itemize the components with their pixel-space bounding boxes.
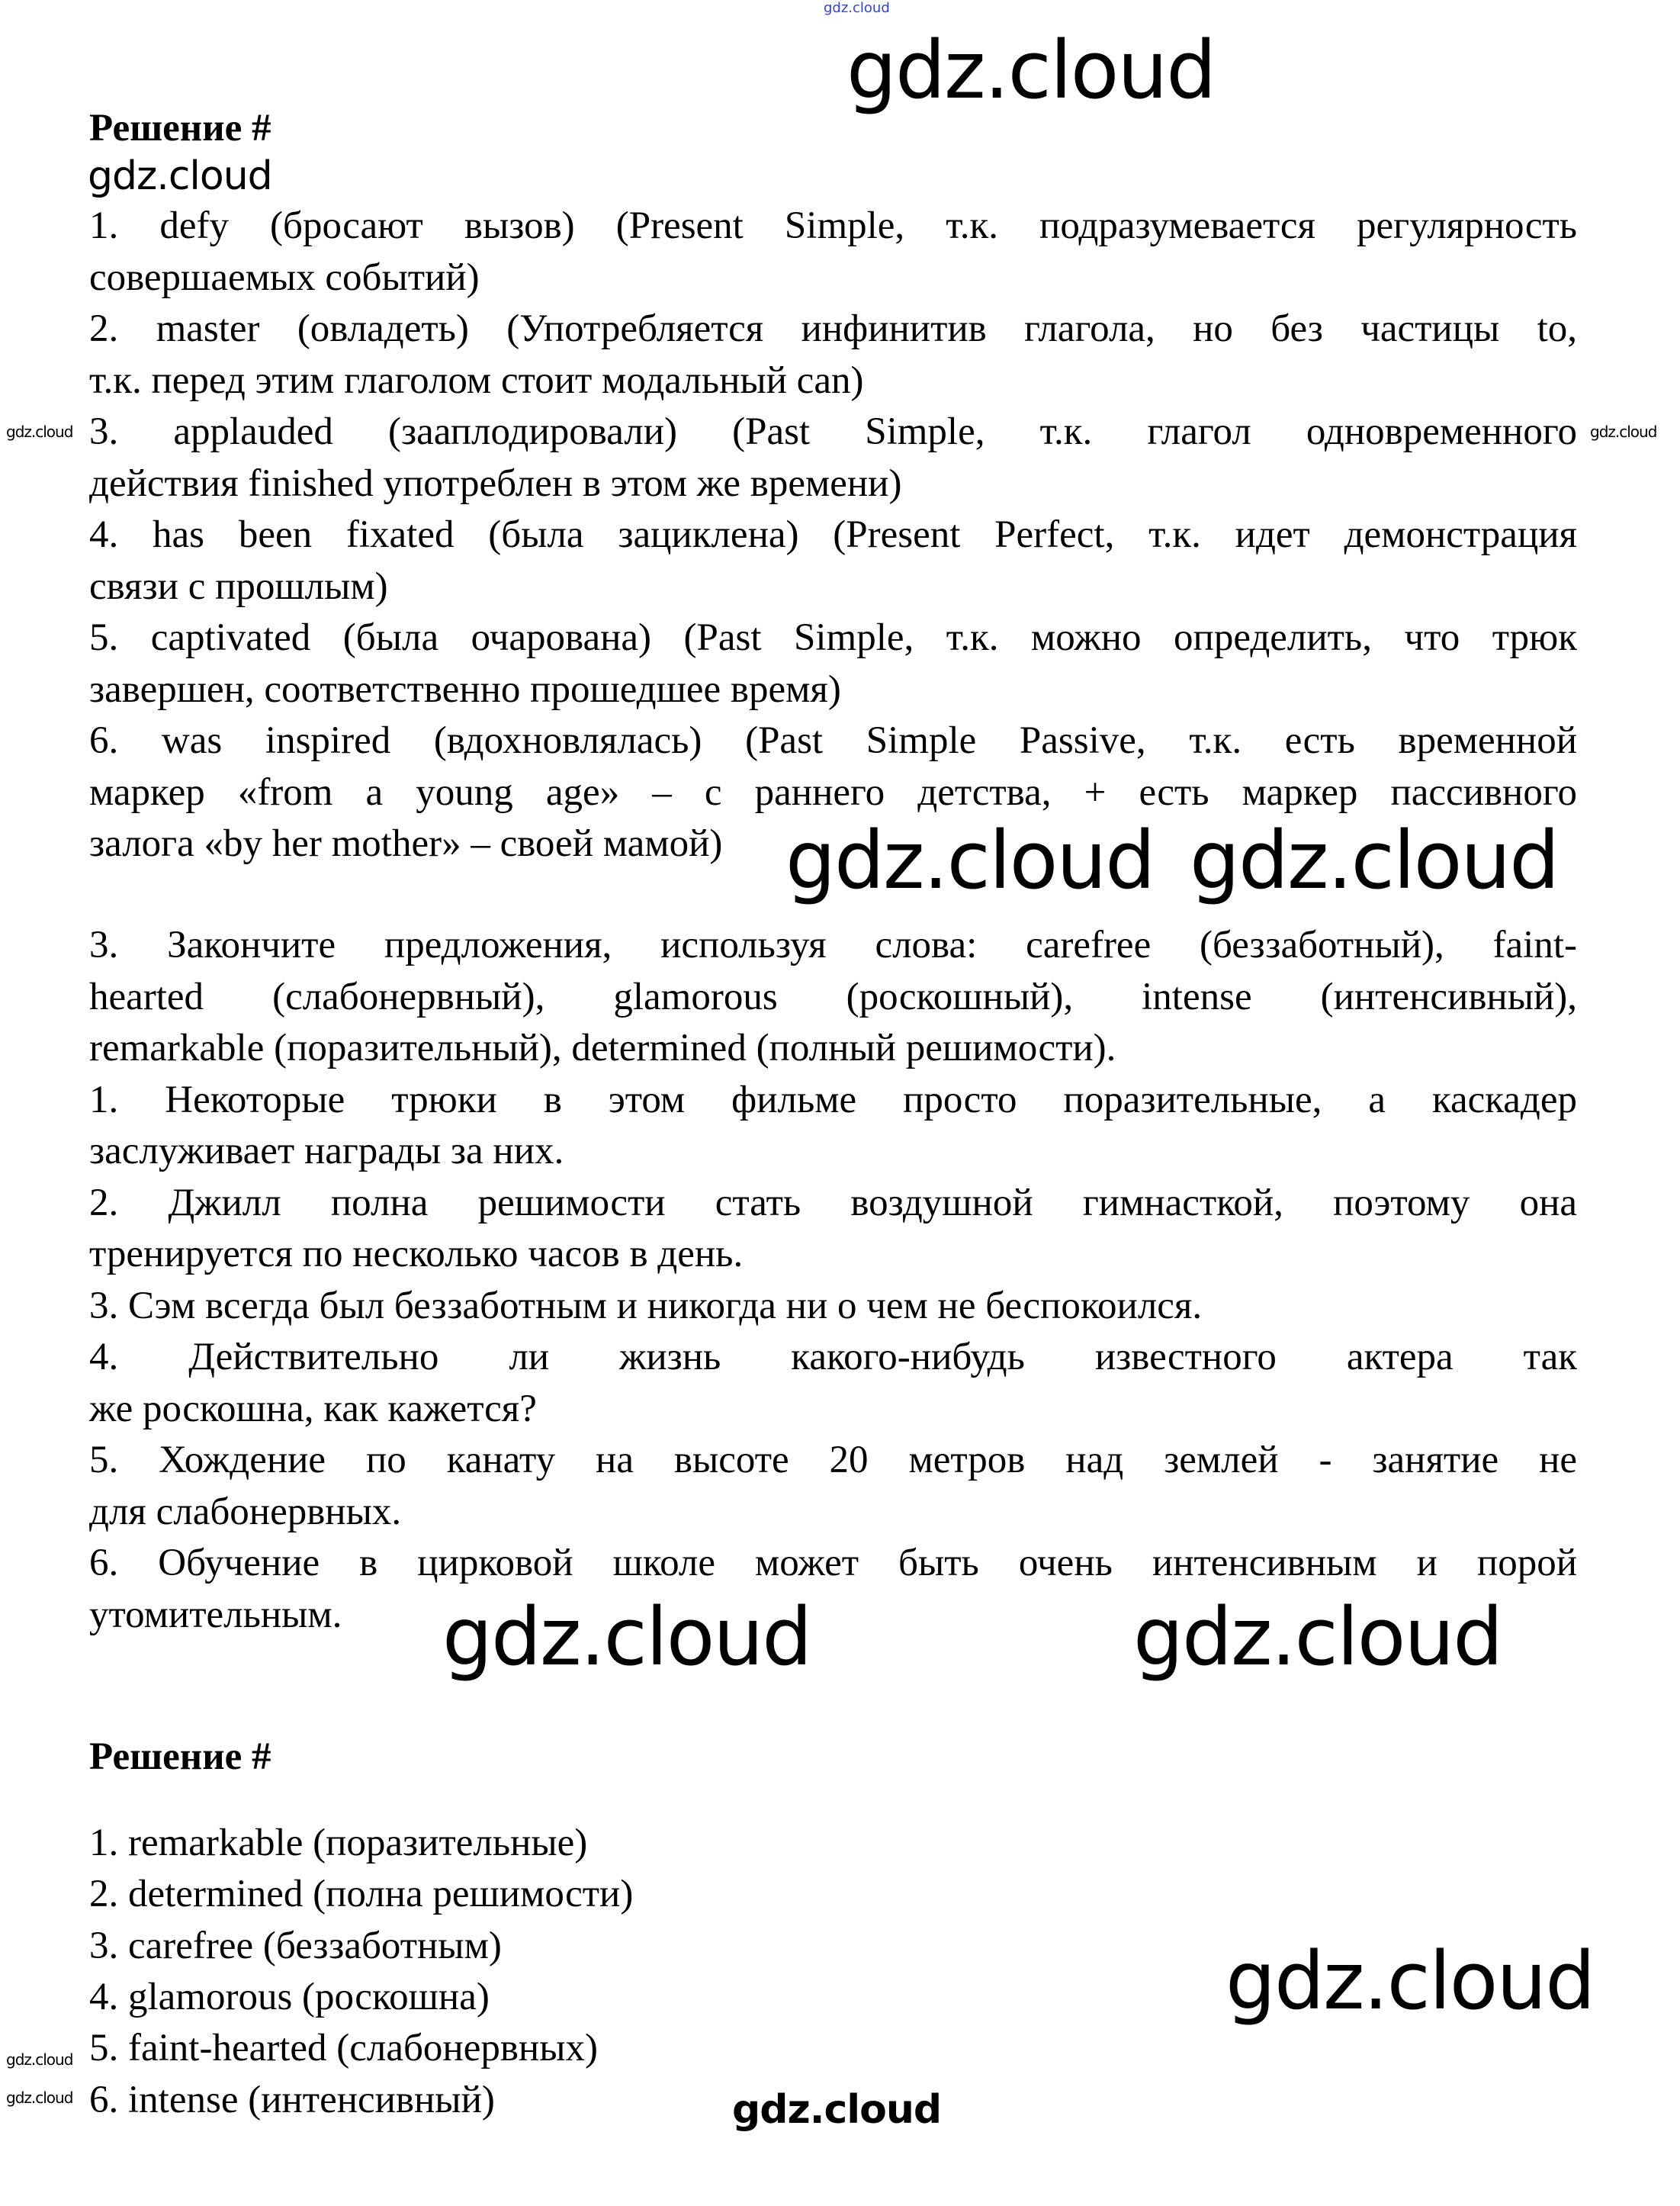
- text-line: же роскошна, как кажется?: [89, 1387, 537, 1430]
- watermark: gdz.cloud: [846, 24, 1216, 117]
- text-line: 6. Обучение в цирковой школе может быть очень интенсивным и порой: [89, 1542, 1577, 1584]
- text-line: 4. has been fixated (была зациклена) (Present Perfect, т.к. идет демонстрация: [89, 513, 1577, 556]
- section1-sub: gdz.cloud: [88, 153, 272, 199]
- text-line: 5. Хождение по канату на высоте 20 метров над землей - занятие не: [89, 1439, 1577, 1481]
- text-line: залога «by her mother» – своей мамой): [89, 822, 723, 865]
- text-line: завершен, соответственно прошедшее время): [89, 667, 841, 711]
- text-line: для слабонервных.: [89, 1490, 402, 1533]
- text-line: remarkable (поразительный), determined (полный решимости).: [89, 1027, 1116, 1069]
- watermark: gdz.cloud: [732, 2087, 942, 2133]
- text-line: 1. remarkable (поразительные): [89, 1822, 588, 1864]
- text-line: 2. master (овладеть) (Употребляется инфинитив глагола, но без частицы to,: [89, 307, 1577, 350]
- text-line: утомительным.: [89, 1593, 342, 1636]
- text-line: 6. intense (интенсивный): [89, 2078, 495, 2121]
- text-line: 4. glamorous (роскошна): [89, 1975, 490, 2018]
- section3-heading: Решение #: [89, 1735, 271, 1778]
- watermark: gdz.cloud: [6, 423, 73, 441]
- watermark: gdz.cloud: [1133, 1590, 1502, 1683]
- text-line: 3. applauded (зааплодировали) (Past Simple, т.к. глагол одновременного: [89, 410, 1577, 453]
- text-line: заслуживает награды за них.: [89, 1130, 564, 1172]
- text-line: 2. determined (полна решимости): [89, 1873, 634, 1916]
- watermark: gdz.cloud: [785, 814, 1155, 907]
- watermark: gdz.cloud: [1225, 1934, 1595, 2028]
- text-line: 4. Действительно ли жизнь какого-нибудь известного актера так: [89, 1336, 1577, 1378]
- text-line: действия finished употреблен в этом же времени): [89, 461, 902, 505]
- section1-heading: Решение #: [89, 107, 271, 150]
- text-line: 5. captivated (была очарована) (Past Simple, т.к. можно определить, что трюк: [89, 616, 1577, 659]
- watermark: gdz.cloud: [6, 2050, 73, 2069]
- watermark: gdz.cloud: [1590, 423, 1657, 441]
- text-line: связи с прошлым): [89, 564, 388, 608]
- text-line: 6. was inspired (вдохновлялась) (Past Simple Passive, т.к. есть временной: [89, 719, 1577, 762]
- watermark: gdz.cloud: [1190, 814, 1559, 907]
- watermark: gdz.cloud: [6, 2089, 73, 2107]
- text-line: 1. Некоторые трюки в этом фильме просто поразительные, а каскадер: [89, 1078, 1577, 1121]
- text-line: т.к. перед этим глаголом стоит модальный can): [89, 359, 864, 402]
- text-line: 5. faint-hearted (слабонервных): [89, 2027, 598, 2070]
- text-line: 1. defy (бросают вызов) (Present Simple, т.к. подразумевается регулярность: [89, 204, 1577, 247]
- text-line: 3. Сэм всегда был беззаботным и никогда ни о чем не беспокоился.: [89, 1284, 1203, 1327]
- text-line: 3. Закончите предложения, используя слова: carefree (беззаботный), faint-: [89, 924, 1577, 966]
- text-line: маркер «from a young age» – с раннего детства, + есть маркер пассивного: [89, 770, 1577, 814]
- text-line: совершаемых событий): [89, 256, 480, 299]
- text-line: тренируется по несколько часов в день.: [89, 1233, 744, 1275]
- top-watermark: gdz.cloud: [824, 0, 890, 16]
- text-line: 2. Джилл полна решимости стать воздушной гимнасткой, поэтому она: [89, 1181, 1577, 1224]
- text-line: hearted (слабонервный), glamorous (роскошный), intense (интенсивный),: [89, 975, 1577, 1018]
- watermark: gdz.cloud: [442, 1590, 811, 1683]
- text-line: 3. carefree (беззаботным): [89, 1924, 502, 1967]
